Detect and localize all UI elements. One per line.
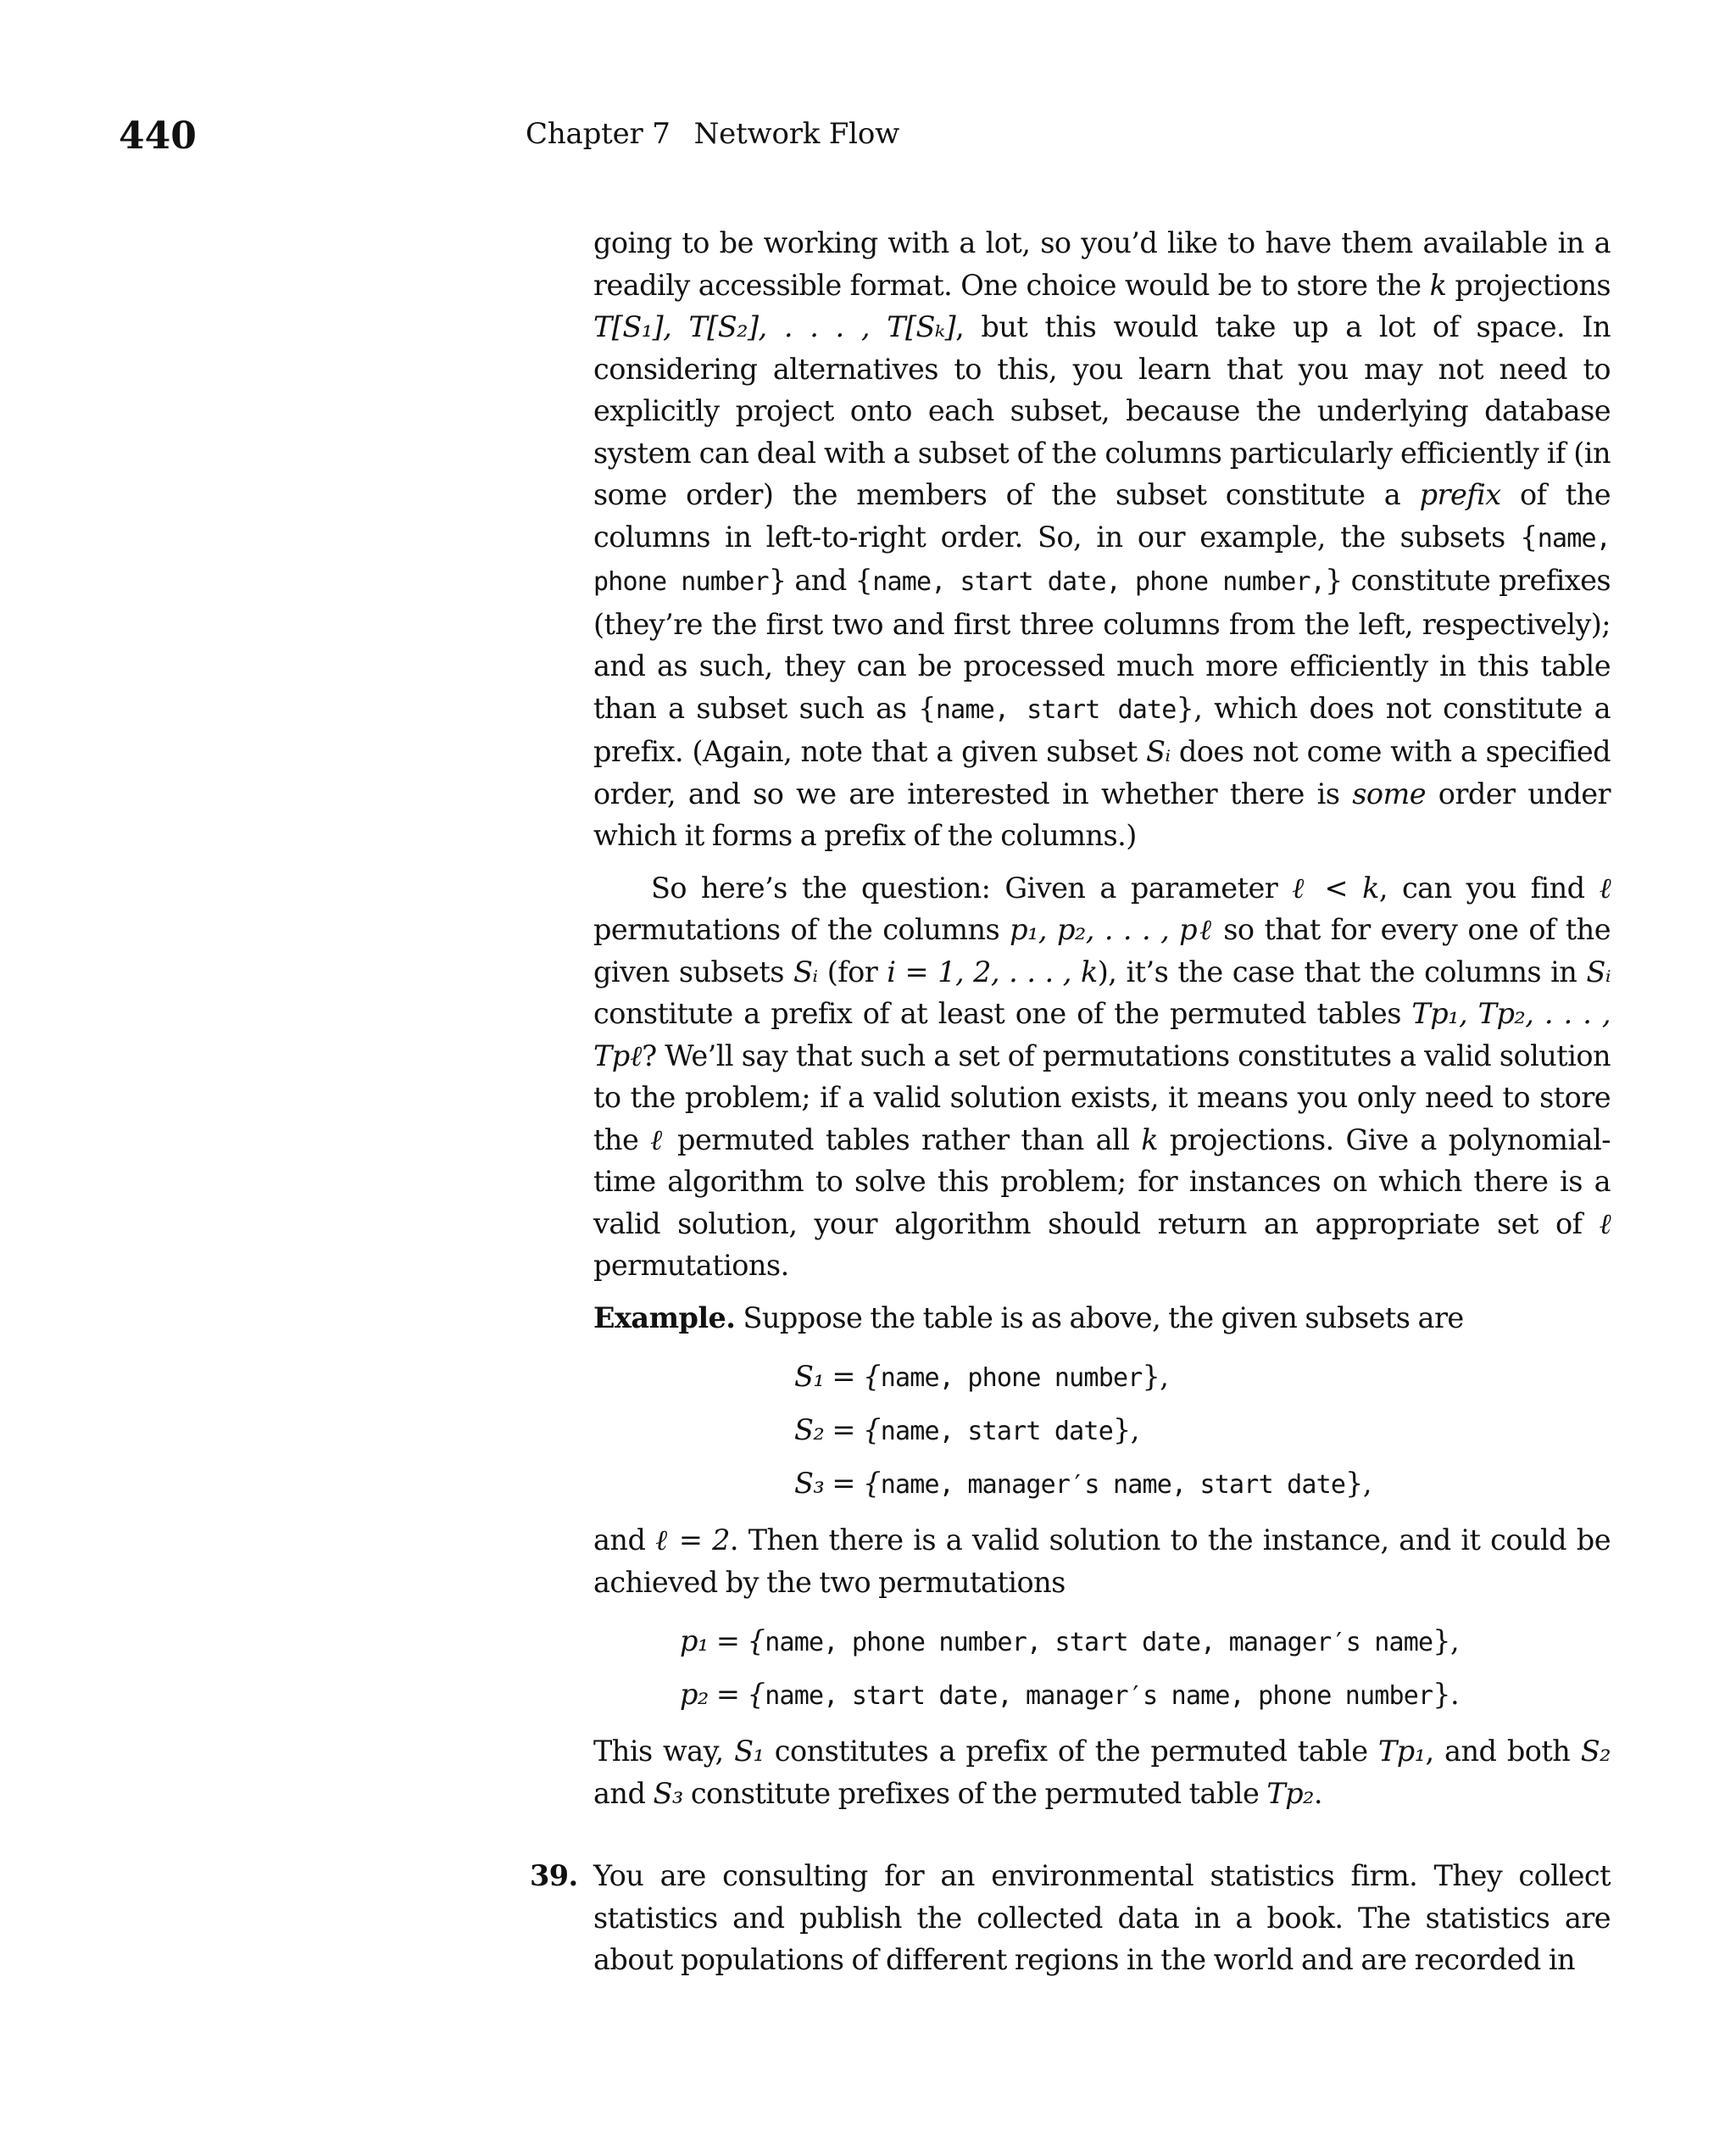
example-label: Example. (593, 1300, 736, 1334)
math-ell: ℓ (650, 1122, 666, 1156)
code-subset: name, start date, phone number, (872, 567, 1326, 597)
math-permutation-list: p₁, p₂, . . . , pℓ (1010, 913, 1214, 946)
text-run: constitute a prefix of at least one of the permuted tables (593, 997, 1412, 1030)
text-run: So here’s the question: Given a parameter (651, 871, 1293, 905)
code-set: name, phone number (880, 1363, 1143, 1393)
math-tp1: Tp₁ (1377, 1735, 1426, 1768)
subsets-display (593, 1350, 1611, 1511)
code-set: name, start date (880, 1417, 1113, 1446)
exercise-39 (530, 1855, 1611, 1981)
chapter-label: Chapter 7 (526, 117, 670, 151)
text-run: so that for every one of the given subsets (593, 913, 1611, 988)
text-run: ? We’ll say that such a set of permutations constitutes a valid solution to the problem; if a valid solution exists, it means you only need to store the (593, 1039, 1611, 1156)
paragraph-example-solution (593, 1519, 1611, 1603)
text-run: permutations of the columns (593, 913, 1010, 946)
text-run: ), it’s the case that the columns in (1097, 955, 1587, 988)
text-run: going to be working with a lot, so you’d like to have them available in a readily accessible format. One choice would be to store the (593, 226, 1611, 302)
paragraph-storage (593, 222, 1611, 857)
text-run: of the columns in left-to-right order. So, in our example, the subsets { (593, 478, 1611, 554)
permutations-display (593, 1615, 1611, 1722)
math-table-list: Tp₁, Tp₂, . . . , Tpℓ (593, 997, 1611, 1072)
math-lhs: S₁ = { (794, 1360, 881, 1393)
text-run: projections. Give a polynomial-time algorithm to solve this problem; for instances on which there is a valid solution, your algorithm should return an appropriate set of (593, 1122, 1611, 1240)
chapter-title: Network Flow (693, 117, 900, 151)
code-subset: name, start date (935, 694, 1177, 725)
math-si: Sᵢ (1145, 735, 1171, 768)
text-run: . (1313, 1776, 1323, 1810)
math-lhs: p₁ = { (680, 1624, 765, 1657)
text-run: does not come with a specified order, and so we are interested in whether there is (593, 735, 1611, 810)
text-run: Suppose the table is as above, the given subsets are (735, 1300, 1464, 1334)
exercise-text: You are consulting for an environmental statistics firm. They collect statistics and publish the collected data in a book. The statistics are about populations of different regions in the world and are recorded in (593, 1859, 1611, 1976)
math-close: }, (1142, 1360, 1169, 1393)
text-run: order under which it forms a prefix of the columns.) (593, 777, 1611, 852)
text-run: (for (817, 955, 887, 988)
subset-row (794, 1350, 1611, 1404)
text-run: and (593, 1776, 654, 1810)
math-ell: ℓ (1599, 871, 1611, 905)
math-close: }, (1112, 1413, 1139, 1446)
math-lhs: S₃ = { (794, 1467, 881, 1500)
text-run: , and both (1425, 1735, 1581, 1768)
math-si: Sᵢ (793, 955, 818, 988)
text-run: constitute prefixes of the permuted table (682, 1776, 1267, 1810)
paragraph-example-conclusion (593, 1730, 1611, 1814)
math-tp2: Tp₂ (1266, 1776, 1314, 1810)
code-subset: name, phone number (593, 523, 1611, 597)
math-si: Sᵢ (1586, 955, 1611, 988)
code-set: name, phone number, start date, manager′s name (765, 1628, 1433, 1657)
math-s2: S₂ (1580, 1735, 1611, 1768)
permutation-row (680, 1615, 1611, 1668)
problem-body (593, 222, 1611, 1814)
text-run: and (593, 1523, 656, 1556)
code-set: name, manager′s name, start date (880, 1470, 1346, 1500)
subset-row (794, 1457, 1611, 1511)
math-lhs: p₂ = { (680, 1678, 765, 1711)
code-set: name, start date, manager′s name, phone number (765, 1681, 1433, 1711)
math-projections: T[S₁], T[S₂], . . . , T[Sₖ] (593, 310, 956, 343)
text-run: , can you find (1378, 871, 1600, 905)
math-k: k (1141, 1122, 1158, 1156)
math-index-range: i = 1, 2, . . . , k (887, 955, 1098, 988)
math-close: }. (1433, 1678, 1460, 1711)
text-run: permutations. (593, 1249, 789, 1282)
page-number: 440 (119, 114, 197, 158)
text-run: This way, (593, 1735, 735, 1768)
math-l-less-k: ℓ < k (1292, 871, 1379, 905)
text-run: , but this would take up a lot of space. In considering alternatives to this, you learn that you may not need to explicitly project onto each subset, because the underlying database system can deal with a subset of the columns particularly efficiently if (in some order) the members of the subset constitute a (593, 310, 1611, 511)
text-run: }, which does not constitute a prefix. (Again, note that a given subset (593, 691, 1611, 768)
text-run: . Then there is a valid solution to the instance, and it could be achieved by the two permutations (593, 1523, 1611, 1599)
math-ell: ℓ (1599, 1206, 1611, 1240)
permutation-row (680, 1668, 1611, 1722)
text-run: } and { (768, 564, 873, 597)
emphasis-some: some (1352, 777, 1426, 810)
text-run: constitutes a prefix of the permuted table (764, 1735, 1378, 1768)
text-run: projections (1446, 268, 1611, 302)
exercise-number: 39. (530, 1859, 578, 1892)
emphasis-prefix: prefix (1419, 478, 1501, 511)
math-s1: S₁ (734, 1735, 765, 1768)
math-close: }, (1433, 1624, 1460, 1657)
math-lhs: S₂ = { (794, 1413, 881, 1446)
subset-row (794, 1404, 1611, 1457)
text-run: permuted tables rather than all (665, 1122, 1142, 1156)
text-run: } constitute prefixes (they’re the first two and first three columns from the left, respectively); and as such, they can be processed much more efficiently in this table than a subset such as { (593, 564, 1611, 725)
math-s3: S₃ (653, 1776, 683, 1810)
math-k: k (1429, 268, 1447, 302)
math-ell-equals: ℓ = 2 (655, 1523, 730, 1556)
paragraph-example-intro (593, 1297, 1611, 1339)
paragraph-question (593, 867, 1611, 1287)
math-close: }, (1345, 1467, 1372, 1500)
running-head (526, 117, 899, 151)
